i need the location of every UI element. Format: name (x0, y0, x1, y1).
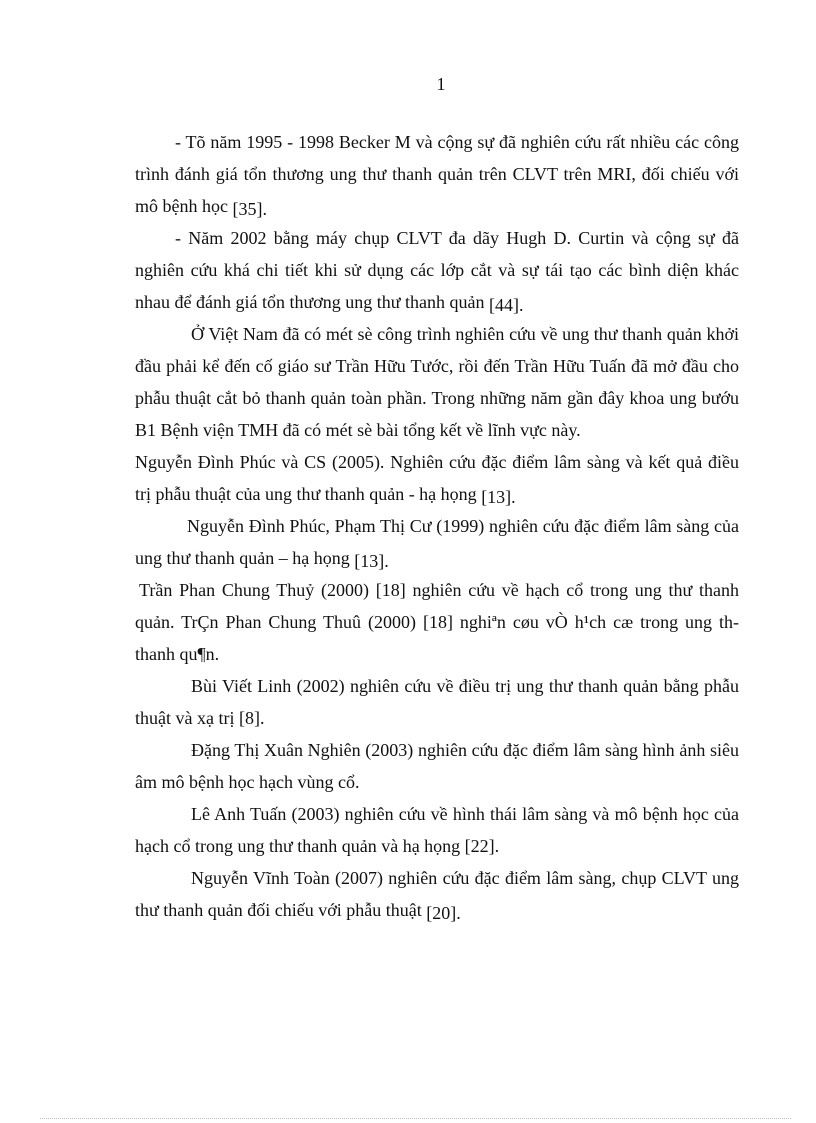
paragraph-text: Lê Anh Tuấn (2003) nghiên cứu về hình thái lâm sàng và mô bệnh học của hạch cổ trong ung thư thanh quản và hạ họng [22]. (135, 804, 739, 856)
paragraph-text: Nguyễn Đình Phúc, Phạm Thị Cư (1999) nghiên cứu đặc điểm lâm sàng của ung thư thanh quản – hạ họng (135, 516, 739, 568)
citation-ref: [35]. (232, 199, 267, 219)
paragraph-linh (135, 670, 739, 734)
paragraph-curtin (135, 222, 739, 318)
body-text (135, 126, 739, 926)
paragraph-tuan (135, 798, 739, 862)
paragraph-nghien (135, 734, 739, 798)
paragraph-phuc-1999 (135, 510, 739, 574)
paragraph-text: Bùi Viết Linh (2002) nghiên cứu về điều trị ung thư thanh quản bằng phẫu thuật và xạ trị [8]. (135, 676, 739, 728)
paragraph-text: Nguyễn Vĩnh Toàn (2007) nghiên cứu đặc điểm lâm sàng, chụp CLVT ung thư thanh quản đối chiếu với phẫu thuật (135, 868, 739, 920)
paragraph-becker (135, 126, 739, 222)
citation-ref: [44]. (488, 295, 524, 315)
paragraph-text: Nguyễn Đình Phúc và CS (2005). Nghiên cứu đặc điểm lâm sàng và kết quả điều trị phẫu thuật của ung thư thanh quản - hạ họng (135, 452, 739, 504)
paragraph-text: Đặng Thị Xuân Nghiên (2003) nghiên cứu đặc điểm lâm sàng hình ảnh siêu âm mô bệnh học hạch vùng cổ. (135, 740, 739, 792)
paragraph-text: Ở Việt Nam đã có mét sè công trình nghiên cứu về ung thư thanh quản khởi đầu phải kể đến cố giáo sư Trần Hữu Tước, rồi đến Trần Hữu Tuấn đã mở đầu cho phẫu thuật cắt bỏ thanh quản toàn phần. Trong những năm gần đây khoa ung bướu B1 Bệnh viện TMH đã có mét sè bài tổng kết về lĩnh vực này. (135, 324, 739, 440)
paragraph-text: - Năm 2002 bằng máy chụp CLVT đa dãy Hugh D. Curtin và cộng sự đã nghiên cứu khá chi tiết khi sử dụng các lớp cắt và sự tái tạo các bình diện khác nhau để đánh giá tổn thương ung thư thanh quản (135, 228, 739, 312)
paragraph-text: Trần Phan Chung Thuỷ (2000) [18] nghiên cứu về hạch cổ trong ung thư thanh quản. TrÇn Phan Chung Thuû (2000) [18] nghiªn cøu vÒ h¹ch cæ trong ung th thanh qu¶n. (135, 580, 739, 664)
page-bottom-divider (40, 1118, 791, 1119)
page-number: 1 (436, 74, 446, 94)
paragraph-phuc-2005 (135, 446, 739, 510)
citation-ref: [13]. (481, 487, 516, 507)
citation-ref: [13]. (354, 551, 389, 571)
paragraph-text: - Tõ năm 1995 - 1998 Becker M và cộng sự đã nghiên cứu rất nhiều các công trình đánh giá tổn thương ung thư thanh quản trên CLVT trên MRI, đối chiếu với mô bệnh học (135, 132, 739, 216)
paragraph-vietnam (135, 318, 739, 446)
citation-ref: [20]. (426, 903, 461, 923)
paragraph-toan (135, 862, 739, 926)
paragraph-thuy (135, 574, 739, 670)
